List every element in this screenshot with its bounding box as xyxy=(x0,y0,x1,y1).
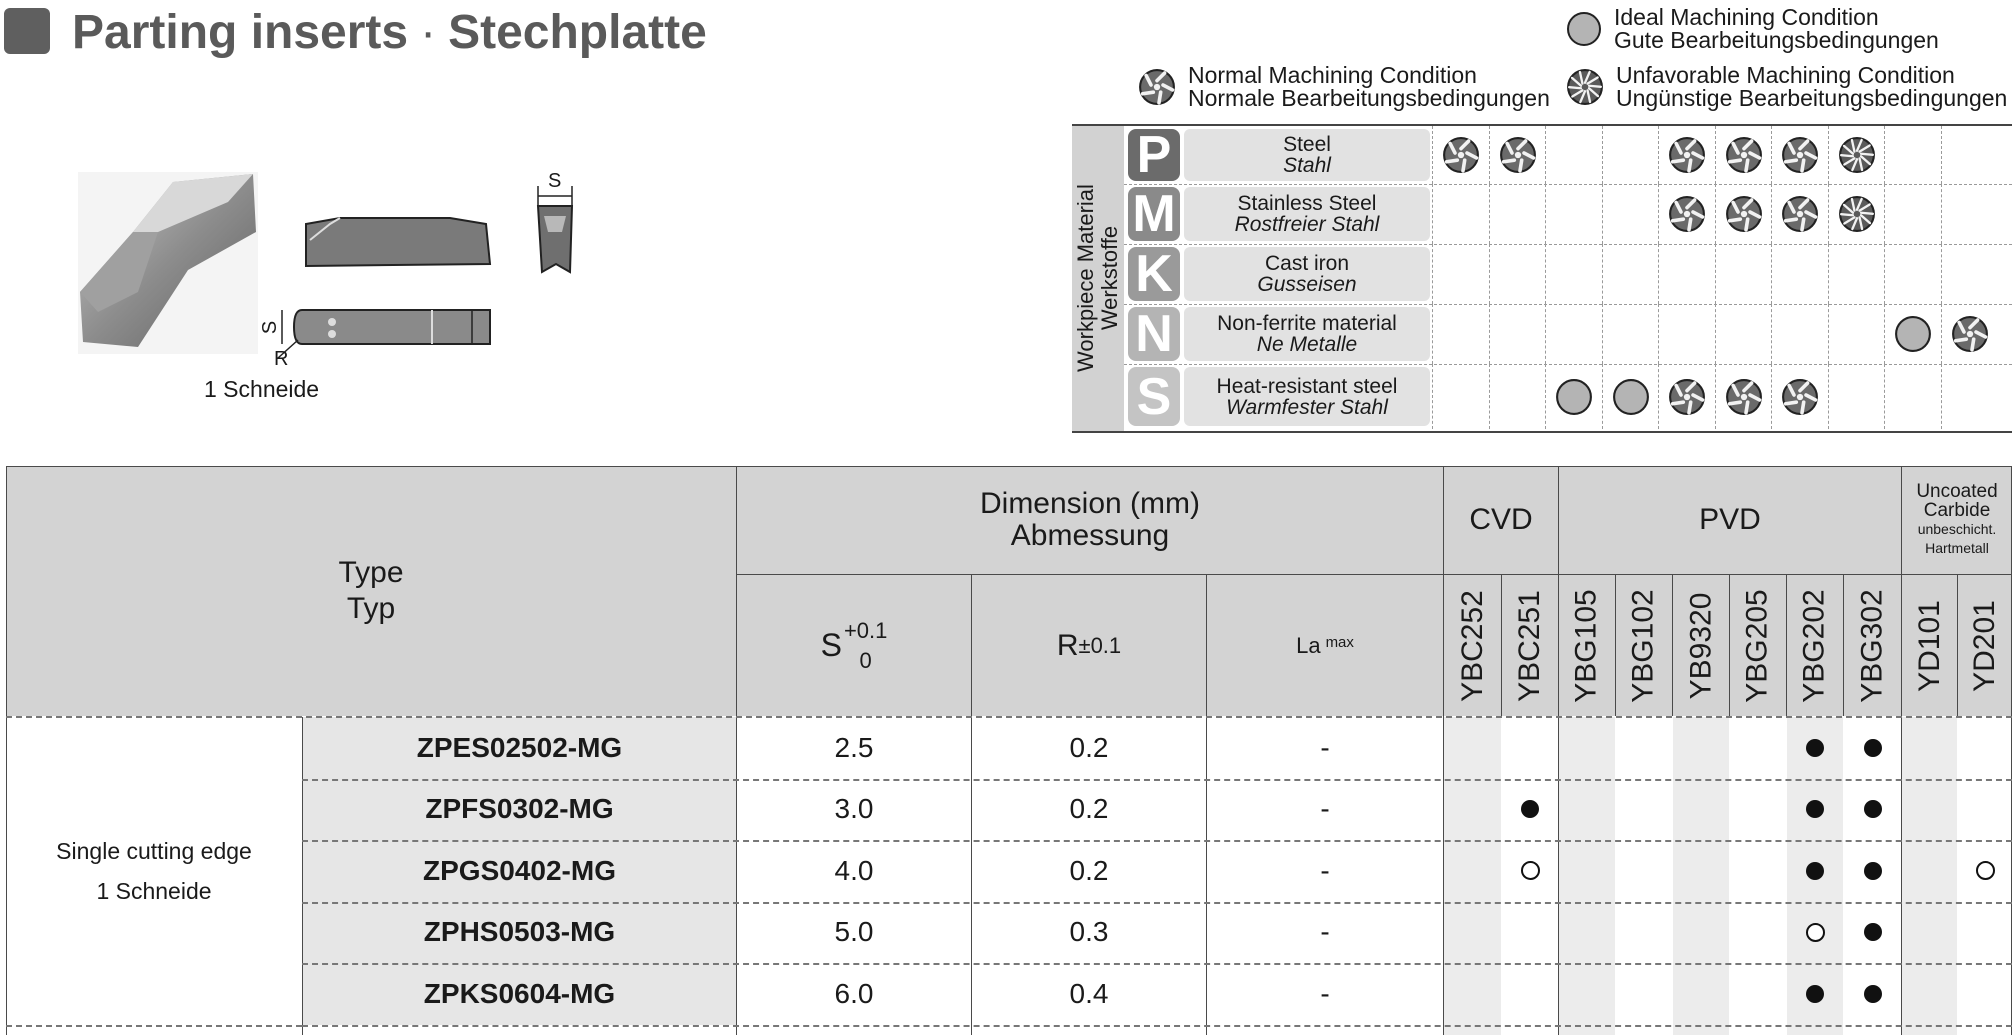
material-cell xyxy=(1432,364,1490,429)
material-name-en: Heat-resistant steel xyxy=(1216,374,1398,398)
uncoated-header xyxy=(1902,466,2012,574)
material-cell xyxy=(1658,364,1716,429)
grade-label: YBG102 xyxy=(1627,588,1661,703)
material-row-p xyxy=(1124,126,2012,184)
material-name xyxy=(1184,187,1430,241)
material-cell xyxy=(1489,364,1547,429)
drawing-caption: 1 Schneide xyxy=(204,376,320,402)
insert-photo xyxy=(78,172,258,354)
material-row-s xyxy=(1124,364,2012,429)
grade-availability-cell xyxy=(1844,717,1901,779)
col-s-header xyxy=(737,575,971,716)
filled-dot-icon xyxy=(1864,739,1882,757)
grid-vertical-line xyxy=(736,466,737,1035)
type-cell: ZPGS0402-MG xyxy=(303,840,736,902)
material-cell xyxy=(1658,184,1716,244)
filled-dot-icon xyxy=(1806,739,1824,757)
material-letter-m: M xyxy=(1128,187,1180,241)
grade-column-shade xyxy=(1902,717,1957,1035)
material-cell xyxy=(1771,184,1829,244)
material-cell xyxy=(1432,184,1490,244)
material-name xyxy=(1184,307,1430,361)
material-letter-p: P xyxy=(1128,129,1180,181)
type-header-en: Type xyxy=(338,556,404,589)
grade-label: YD101 xyxy=(1912,599,1946,692)
normal-condition-icon xyxy=(1725,378,1763,416)
material-cell xyxy=(1489,304,1547,364)
material-cell xyxy=(1545,184,1603,244)
grid-vertical-line xyxy=(1729,574,1730,716)
grade-column-shade xyxy=(1444,717,1501,1035)
type-header xyxy=(6,466,736,716)
material-name xyxy=(1184,367,1430,426)
type-cell: ZPES02502-MG xyxy=(303,717,736,779)
legend-ideal xyxy=(1566,6,1939,52)
material-cell xyxy=(1432,244,1490,304)
normal-condition-icon xyxy=(1138,68,1176,106)
normal-condition-icon xyxy=(1668,136,1706,174)
material-row-separator xyxy=(1124,244,2012,245)
material-cell xyxy=(1771,126,1829,184)
top-view-r-label: R xyxy=(274,348,289,370)
pvd-header: PVD xyxy=(1559,466,1901,574)
material-name-de: Rostfreier Stahl xyxy=(1234,213,1380,236)
dimension-la-cell: - xyxy=(1320,977,1330,1009)
legend-normal xyxy=(1138,64,1550,110)
col-s-label: S xyxy=(820,627,842,663)
grid-vertical-line xyxy=(1615,574,1616,716)
uncoated-en-2: Carbide xyxy=(1923,500,1991,521)
col-r-header xyxy=(972,575,1206,716)
type-cell: ZPFS0302-MG xyxy=(303,779,736,841)
material-row-k xyxy=(1124,244,2012,304)
group-label-de: 1 Schneide xyxy=(96,877,212,904)
row-separator xyxy=(6,1025,302,1027)
dimension-s-cell: 5.0 xyxy=(834,916,874,948)
material-cell xyxy=(1884,364,1942,429)
page-title xyxy=(72,2,707,64)
material-name-en: Steel xyxy=(1283,133,1331,156)
legend-normal-de: Normale Bearbeitungsbedingungen xyxy=(1188,85,1550,111)
open-circle-icon xyxy=(1976,861,1995,880)
title-separator: · xyxy=(420,6,437,59)
material-name-en: Stainless Steel xyxy=(1237,192,1377,215)
grid-vertical-line xyxy=(971,574,972,1035)
grid-vertical-line xyxy=(302,717,303,1035)
grade-availability-cell xyxy=(1844,963,1901,1025)
grade-label: YBG202 xyxy=(1798,588,1832,703)
grade-label: YB9320 xyxy=(1684,592,1718,699)
material-cell xyxy=(1941,126,1999,184)
material-cell xyxy=(1545,304,1603,364)
filled-dot-icon xyxy=(1864,800,1882,818)
grade-column-shade xyxy=(1673,717,1729,1035)
title-marker xyxy=(4,8,50,54)
dimension-s-cell: 4.0 xyxy=(834,854,874,886)
grade-header-ybg205 xyxy=(1730,575,1786,716)
dimension-la-cell: - xyxy=(1320,793,1330,825)
material-name-en: Cast iron xyxy=(1264,252,1350,275)
dimension-la-cell: - xyxy=(1320,916,1330,948)
col-s-sup: +0.1 xyxy=(843,617,888,643)
material-cell xyxy=(1941,304,1999,364)
material-cell xyxy=(1828,126,1886,184)
grade-availability-cell xyxy=(1844,779,1901,841)
material-cell xyxy=(1884,244,1942,304)
material-cell xyxy=(1545,126,1603,184)
grade-column-shade xyxy=(1559,717,1615,1035)
dimension-header-en: Dimension (mm) xyxy=(979,487,1201,520)
dimension-r-cell: 0.3 xyxy=(1069,916,1109,948)
material-letter-s: S xyxy=(1128,367,1180,426)
material-cell xyxy=(1884,126,1942,184)
uncoated-de-1: unbeschicht. xyxy=(1917,521,1997,537)
open-circle-icon xyxy=(1521,861,1540,880)
dimension-r-cell: 0.2 xyxy=(1069,731,1109,763)
grade-label: YBG105 xyxy=(1570,588,1604,703)
material-cell xyxy=(1489,126,1547,184)
grade-availability-cell xyxy=(1787,779,1843,841)
material-side-label xyxy=(1074,184,1122,372)
grid-vertical-line xyxy=(1443,466,1444,1035)
filled-dot-icon xyxy=(1864,923,1882,941)
material-cell xyxy=(1941,184,1999,244)
type-header-de: Typ xyxy=(346,592,396,625)
grade-label: YBC251 xyxy=(1513,589,1546,702)
row-separator xyxy=(6,716,2012,718)
material-cell xyxy=(1602,244,1660,304)
material-row-n xyxy=(1124,304,2012,364)
material-cell xyxy=(1715,126,1773,184)
legend-ideal-en: Ideal Machining Condition xyxy=(1614,4,1879,30)
material-cell xyxy=(1489,244,1547,304)
grade-label: YBC252 xyxy=(1455,589,1489,702)
filled-dot-icon xyxy=(1806,800,1824,818)
material-cell xyxy=(1658,304,1716,364)
material-cell xyxy=(1884,304,1942,364)
col-la-header xyxy=(1207,575,1443,716)
material-name xyxy=(1184,247,1430,301)
dimension-s-cell: 2.5 xyxy=(834,731,874,763)
material-name xyxy=(1184,129,1430,181)
unfavorable-condition-icon xyxy=(1566,68,1604,106)
dimension-r-cell: 0.4 xyxy=(1069,977,1109,1009)
dimension-s-cell: 3.0 xyxy=(834,793,874,825)
material-name-de: Gusseisen xyxy=(1257,273,1357,296)
grade-header-yd201 xyxy=(1958,575,2012,716)
grid-vertical-line xyxy=(1786,574,1787,716)
material-cell xyxy=(1941,364,1999,429)
grade-availability-cell xyxy=(1844,840,1901,902)
col-la-label: La xyxy=(1296,632,1321,658)
grid-vertical-line xyxy=(1843,574,1844,716)
title-de: Stechplatte xyxy=(448,6,707,59)
material-cell xyxy=(1602,364,1660,429)
material-cell xyxy=(1941,244,1999,304)
grade-header-ybg105 xyxy=(1559,575,1615,716)
material-row-separator xyxy=(1124,184,2012,185)
material-cell xyxy=(1828,364,1886,429)
dimension-la-cell: - xyxy=(1320,731,1330,763)
material-cell xyxy=(1771,364,1829,429)
grid-horizontal-line xyxy=(6,466,2012,467)
normal-condition-icon xyxy=(1781,378,1819,416)
material-letter-k: K xyxy=(1128,247,1180,301)
normal-condition-icon xyxy=(1668,378,1706,416)
normal-condition-icon xyxy=(1668,195,1706,233)
material-cell xyxy=(1715,184,1773,244)
dimension-la-cell: - xyxy=(1320,854,1330,886)
material-cell xyxy=(1432,126,1490,184)
type-cell: ZPHS0503-MG xyxy=(303,902,736,964)
grade-availability-cell xyxy=(1502,840,1558,902)
normal-condition-icon xyxy=(1951,315,1989,353)
grid-horizontal-line xyxy=(737,574,2012,575)
legend-ideal-de: Gute Bearbeitungsbedingungen xyxy=(1614,27,1939,53)
row-separator xyxy=(302,902,2012,904)
row-separator xyxy=(302,779,2012,781)
material-cell xyxy=(1602,184,1660,244)
material-cell xyxy=(1602,304,1660,364)
material-table xyxy=(1072,124,2012,433)
material-cell xyxy=(1658,244,1716,304)
ideal-condition-icon xyxy=(1566,11,1602,47)
normal-condition-icon xyxy=(1725,136,1763,174)
title-en: Parting inserts xyxy=(72,6,409,59)
legend-normal-en: Normal Machining Condition xyxy=(1188,62,1477,88)
normal-condition-icon xyxy=(1781,136,1819,174)
material-cell xyxy=(1771,304,1829,364)
normal-condition-icon xyxy=(1725,195,1763,233)
grid-vertical-line xyxy=(6,466,7,1035)
material-cell xyxy=(1715,364,1773,429)
unfavorable-condition-icon xyxy=(1838,136,1876,174)
material-letter-n: N xyxy=(1128,307,1180,361)
material-cell xyxy=(1715,244,1773,304)
material-side-label-en: Workpiece Material xyxy=(1073,184,1098,372)
uncoated-en-1: Uncoated xyxy=(1916,481,1998,502)
grade-availability-cell xyxy=(1787,902,1843,964)
grade-availability-cell xyxy=(1787,840,1843,902)
filled-dot-icon xyxy=(1864,985,1882,1003)
material-cell xyxy=(1432,304,1490,364)
material-cell xyxy=(1489,184,1547,244)
material-row-separator xyxy=(1124,364,2012,365)
material-cell xyxy=(1828,244,1886,304)
grade-availability-cell xyxy=(1787,717,1843,779)
material-cell xyxy=(1771,244,1829,304)
row-separator xyxy=(302,1025,2012,1027)
dimension-s-cell: 6.0 xyxy=(834,977,874,1009)
grade-availability-cell xyxy=(1844,902,1901,964)
grid-vertical-line xyxy=(1901,466,1902,1035)
material-cell xyxy=(1545,244,1603,304)
legend-unfavorable xyxy=(1566,64,2007,110)
material-row-m xyxy=(1124,184,2012,244)
grade-header-ybc252 xyxy=(1444,575,1501,716)
dimension-header xyxy=(737,466,1443,574)
group-label-en: Single cutting edge xyxy=(56,837,252,864)
col-r-tol: ±0.1 xyxy=(1078,632,1122,658)
material-cell xyxy=(1545,364,1603,429)
insert-table xyxy=(6,466,2012,1035)
grid-vertical-line xyxy=(2011,466,2012,1035)
grid-vertical-line xyxy=(1206,574,1207,1035)
material-name-de: Stahl xyxy=(1283,154,1331,177)
top-view-s-label: S xyxy=(259,320,282,335)
material-cell xyxy=(1602,126,1660,184)
legend-unfav-en: Unfavorable Machining Condition xyxy=(1616,62,1955,88)
ideal-condition-icon xyxy=(1894,315,1932,353)
grid-vertical-line xyxy=(1957,574,1958,716)
open-circle-icon xyxy=(1806,923,1825,942)
material-side-label-de: Werkstoffe xyxy=(1097,225,1122,331)
material-cell xyxy=(1828,184,1886,244)
insert-top-view xyxy=(272,300,494,362)
material-cell xyxy=(1658,126,1716,184)
grid-vertical-line xyxy=(1558,466,1559,1035)
cvd-header: CVD xyxy=(1444,466,1558,574)
filled-dot-icon xyxy=(1806,985,1824,1003)
row-separator xyxy=(302,963,2012,965)
grade-header-ybg202 xyxy=(1787,575,1843,716)
dimension-r-cell: 0.2 xyxy=(1069,854,1109,886)
dimension-r-cell: 0.2 xyxy=(1069,793,1109,825)
normal-condition-icon xyxy=(1781,195,1819,233)
dimension-header-de: Abmessung xyxy=(1010,519,1170,552)
grid-vertical-line xyxy=(1501,574,1502,716)
col-s-sub: 0 xyxy=(859,647,872,673)
material-name-en: Non-ferrite material xyxy=(1217,312,1397,335)
col-la-sub: max xyxy=(1325,634,1354,651)
grade-label: YBG302 xyxy=(1855,588,1889,703)
uncoated-de-2: Hartmetall xyxy=(1925,540,1989,556)
grade-label: YD201 xyxy=(1968,599,2002,692)
end-view-s-label: S xyxy=(548,170,562,192)
grade-header-ybc251 xyxy=(1502,575,1558,716)
col-r-label: R xyxy=(1056,628,1079,662)
ideal-condition-icon xyxy=(1555,378,1593,416)
grade-header-yd101 xyxy=(1902,575,1957,716)
filled-dot-icon xyxy=(1521,800,1539,818)
material-side-bar xyxy=(1072,126,1124,431)
ideal-condition-icon xyxy=(1612,378,1650,416)
unfavorable-condition-icon xyxy=(1838,195,1876,233)
material-cell xyxy=(1715,304,1773,364)
group-label xyxy=(6,717,302,1025)
material-cell xyxy=(1884,184,1942,244)
grade-availability-cell xyxy=(1958,840,2012,902)
type-cell: ZPKS0604-MG xyxy=(303,963,736,1025)
normal-condition-icon xyxy=(1499,136,1537,174)
grade-label: YBG205 xyxy=(1741,588,1775,703)
normal-condition-icon xyxy=(1442,136,1480,174)
grid-vertical-line xyxy=(1672,574,1673,716)
legend-unfav-de: Ungünstige Bearbeitungsbedingungen xyxy=(1616,85,2008,111)
grade-availability-cell xyxy=(1787,963,1843,1025)
filled-dot-icon xyxy=(1864,862,1882,880)
grade-header-ybg302 xyxy=(1844,575,1901,716)
row-separator xyxy=(302,840,2012,842)
material-row-separator xyxy=(1124,304,2012,305)
grade-header-ybg102 xyxy=(1616,575,1672,716)
material-name-de: Warmfester Stahl xyxy=(1226,395,1388,419)
insert-side-view xyxy=(300,210,492,274)
grade-header-yb9320 xyxy=(1673,575,1729,716)
filled-dot-icon xyxy=(1806,862,1824,880)
material-name-de: Ne Metalle xyxy=(1256,333,1358,356)
grade-availability-cell xyxy=(1502,779,1558,841)
material-cell xyxy=(1828,304,1886,364)
